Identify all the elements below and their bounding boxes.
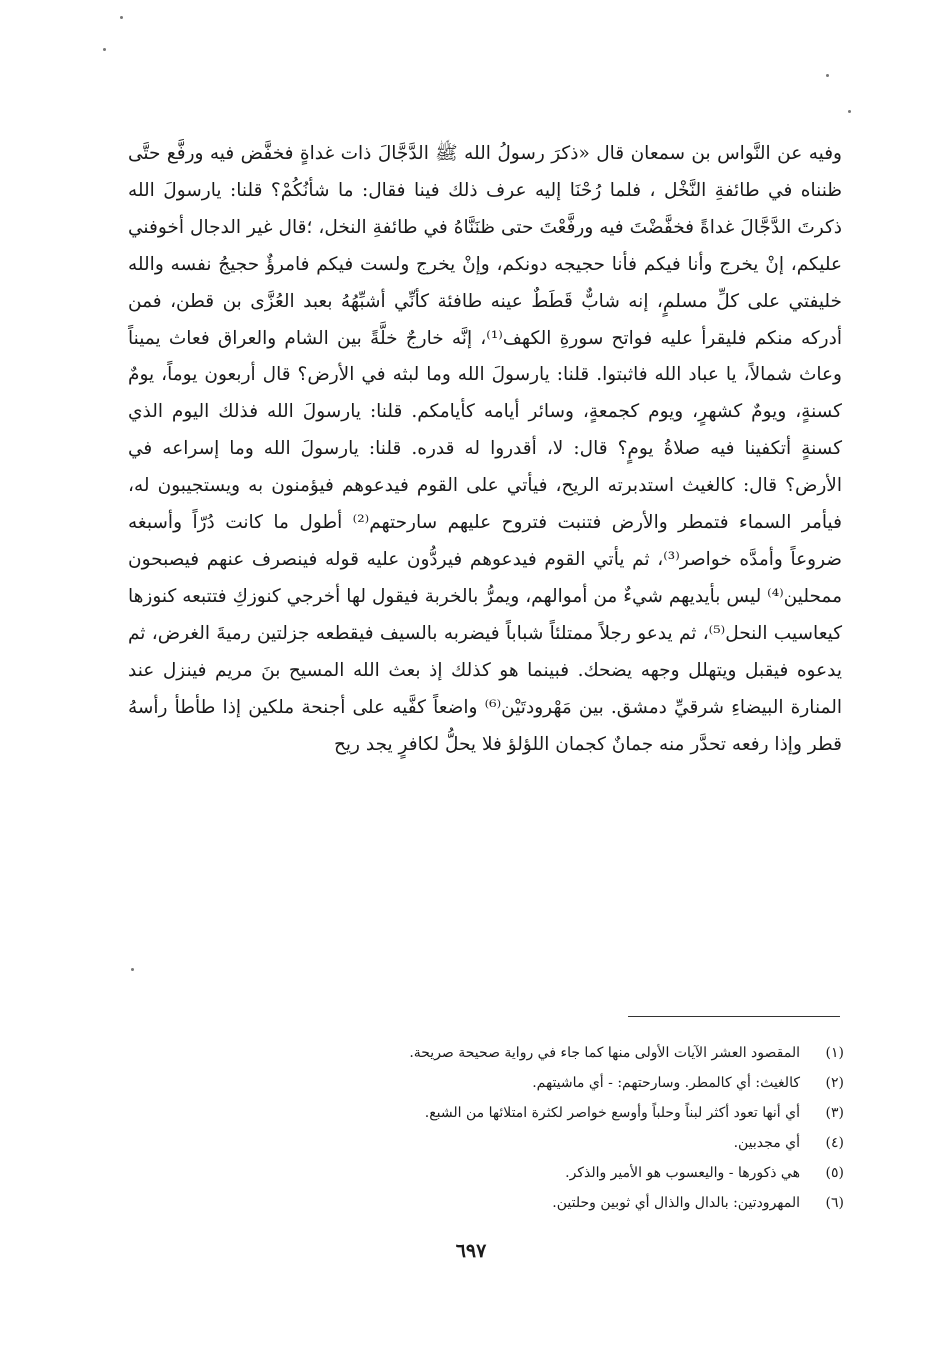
footnote (300, 1098, 844, 1128)
footnote-text: كالغيث: أي كالمطر. وسارحتهم: - أي ماشيتهم. (532, 1075, 800, 1091)
footnote-number: (٣) (825, 1105, 844, 1121)
footnote (300, 1128, 844, 1158)
body-paragraph: وفيه عن النَّواس بن سمعان قال «ذكرَ رسولُ الله ﷺ الدَّجَّالَ ذات غداةٍ فخفَّض فيه ورفَّع حتَّى ظنناه في طائفةِ النَّخْل ، فلما رُحْنَا إليه عرف ذلك فينا فقال: ما شأنُكُمْ؟ قلنا: يارسولَ الله ذكرتَ الدَّجَّالَ غداةً فخفَّضْتَ فيه ورفَّعْتَ حتى ظنَنَّاهُ في طائفةِ النخل، ؛قال غير الدجال أخوفني عليكم، إنْ يخرج وأنا فيكم فأنا حجيجه دونكم، وإنْ يخرج ولست فيكم فامرؤٌ حجيجُ نفسه والله خليفتي على كلِّ مسلمٍ، إنه شابٌّ قَطَطٌ عينه طافئة كأنِّي أشبِّهُهُ بعبد العُزَّى بن قطن، فمن أدركه منكم فليقرأ عليه فواتح سورةِ الكهف⁽¹⁾، إنَّه خارجٌ خلَّةً بين الشام والعراق فعاث يميناً وعاث شمالاً، يا عباد الله فاثبتوا. قلنا: يارسولَ الله وما لبثه في الأرض؟ قال أربعون يوماً، يومٌ كسنةٍ، ويومٌ كشهرٍ، ويوم كجمعةٍ، وسائر أيامه كأيامكم. قلنا: يارسولَ الله فذلك اليوم الذي كسنةٍ أتكفينا فيه صلاةُ يومٍ؟ قال: لا، أقدروا له قدره. قلنا: يارسولَ الله وما إسراعه في الأرض؟ قال: كالغيث استدبرته الريح، فيأتي على القوم فيدعوهم فيؤمنون به ويستجيبون له، فيأمر السماء فتمطر والأرض فتنبت فتروح عليهم سارحتهم⁽²⁾ أطول ما كانت دُرّاً وأسبغه ضروعاً وأمدَّه خواصر⁽³⁾، ثم يأتي القوم فيدعوهم فيردُّون عليه قوله فينصرف عنهم فيصبحون ممحلين⁽⁴⁾ ليس بأيديهم شيءٌ من أموالهم، ويمرُّ بالخربة فيقول لها أخرجي كنوزكِ فتتبعه كنوزها كيعاسيب النحل⁽⁵⁾، ثم يدعو رجلاً ممتلئاً شباباً فيضربه بالسيف فيقطعه جزلتين رميةَ الغرض، ثم يدعوه فيقبل ويتهلل وجهه يضحك. فبينما هو كذلك إذ بعث الله المسيح بنَ مريم فينزل عند المنارة البيضاءِ شرقيِّ دمشق. بين مَهْرودتَيْن⁽⁶⁾ واضعاً كفَّيه على أجنحة ملكين إذا طأطأ رأسهُ قطر وإذا رفعه تحدَّر منه جمانٌ كجمان اللؤلؤ فلا يحلُّ لكافرٍ يجد ريح (128, 143, 843, 755)
scan-speck (103, 48, 106, 51)
scan-speck (131, 968, 134, 971)
footnote (300, 1068, 844, 1098)
page-number: ٦٩٧ (455, 1240, 487, 1262)
hadith-body-text (128, 136, 842, 763)
scan-speck (848, 110, 851, 113)
footnote-text: المهرودتين: بالدال والذال أي ثوبين وحلتين. (552, 1195, 800, 1211)
scan-speck (120, 16, 123, 19)
footnote-number: (١) (825, 1045, 844, 1061)
footnote-text: هي ذكورها - واليعسوب هو الأمير والذكر. (565, 1165, 800, 1181)
footnote-number: (٤) (825, 1135, 844, 1151)
footnote-text: أي أنها تعود أكثر لبناً وحلباً وأوسع خواصر لكثرة امتلائها من الشبع. (424, 1105, 800, 1121)
footnote-text: أي مجدبين. (733, 1135, 800, 1151)
footnote-text: المقصود العشر الآيات الأولى منها كما جاء في رواية صحيحة صريحة. (409, 1045, 800, 1061)
footnote-separator (628, 1016, 840, 1017)
scan-speck (826, 74, 829, 77)
footnote (300, 1158, 844, 1188)
footnote-number: (٦) (825, 1195, 844, 1211)
footnote (300, 1188, 844, 1218)
footnotes (300, 1038, 844, 1218)
footnote-number: (٢) (825, 1075, 844, 1091)
footnote (300, 1038, 844, 1068)
footnote-number: (٥) (825, 1165, 844, 1181)
